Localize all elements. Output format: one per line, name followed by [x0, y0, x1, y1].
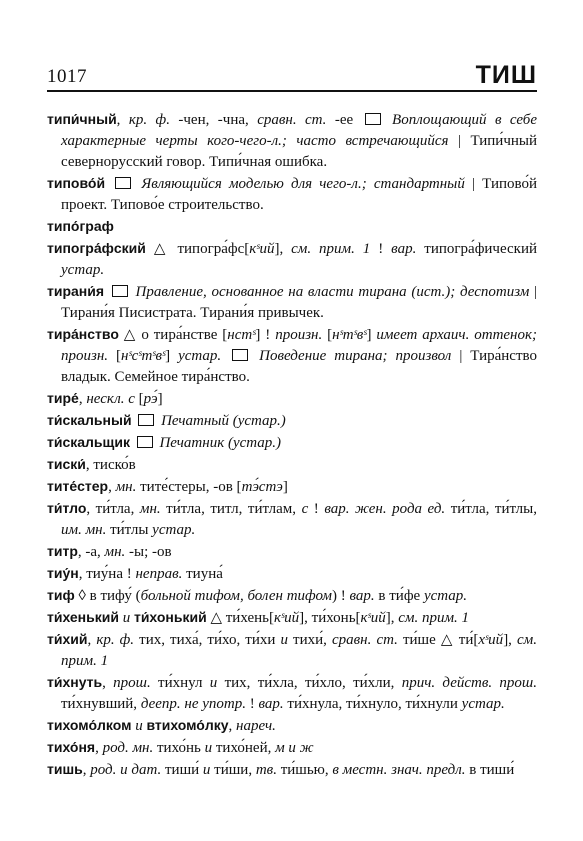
headword: ти́хонький: [133, 609, 207, 625]
entry-text: тиуна́: [182, 566, 223, 582]
italic-label: вар. жен. рода ед.: [324, 501, 446, 517]
italic-label: устар.: [423, 588, 468, 604]
entry-text: ,: [82, 762, 91, 778]
running-head: ТИШ: [475, 61, 537, 89]
entry-text: ], ти́хонь[: [299, 610, 361, 626]
entry-tikhomolkom: [47, 715, 537, 737]
italic-label: вар.: [349, 588, 375, 604]
italic-label: нстˢ: [227, 327, 256, 343]
definition-marker-icon: [137, 436, 153, 448]
entry-text: ти́ши,: [210, 762, 256, 778]
italic-label: вар.: [258, 696, 284, 712]
italic-label: имеет архаич. оттенок; произн.: [61, 327, 538, 364]
headword: ти́скальный: [47, 412, 132, 428]
italic-label: Поведение тирана; произвол: [251, 348, 452, 364]
entry-text: ти́хнувший,: [61, 696, 141, 712]
italic-label: им. мн.: [61, 522, 107, 538]
entry-text: ]: [165, 348, 179, 364]
entry-text: в ти́фе: [374, 588, 424, 604]
dictionary-page: [47, 58, 537, 781]
entry-text: △ о тира́нстве [: [118, 327, 228, 343]
entry-text: ,: [116, 112, 129, 128]
italic-label: прош.: [113, 675, 151, 691]
definition-marker-icon: [138, 414, 154, 426]
entry-text: тих, ти́хла, ти́хло, ти́хли,: [217, 675, 402, 691]
entry-text: △ типогра́фс[: [145, 241, 250, 257]
italic-label: нареч.: [236, 718, 276, 734]
entry-text: | Типи́чный севернорусский говор. Типи́чная ошибка.: [61, 133, 537, 170]
entry-tipovoy: [47, 173, 537, 216]
entry-text: , -а,: [77, 544, 105, 560]
italic-label: произн.: [275, 327, 323, 343]
entry-text: тихо́нь: [153, 740, 205, 756]
italic-label: нескл. с: [86, 391, 135, 407]
italic-label: вар.: [391, 241, 417, 257]
entry-text: [221, 348, 229, 364]
italic-label: с: [301, 501, 309, 517]
italic-label: кˢий: [249, 241, 275, 257]
italic-label: Являющийся моделью для чего-л.; стандартный: [134, 176, 465, 192]
italic-label: и: [209, 675, 218, 691]
entry-tire: [47, 388, 537, 410]
headword: типогра́фский: [47, 240, 146, 256]
entry-tish: [47, 759, 537, 781]
italic-label: мн.: [139, 501, 161, 517]
entry-text: , тиу́на !: [78, 566, 136, 582]
italic-label: кˢий: [360, 610, 386, 626]
page-header: [47, 58, 537, 92]
entry-tipograf: [47, 216, 537, 238]
entry-text: тиши́: [161, 762, 203, 778]
entry-text: !: [308, 501, 325, 517]
entry-titr: [47, 541, 537, 563]
headword: титр: [47, 543, 78, 559]
entry-text: , ти́тла,: [86, 501, 140, 517]
italic-label: Воплощающий в себе характерные черты кого-чего-л.; часто встречающийся: [61, 112, 538, 149]
italic-label: род. и дат.: [90, 762, 162, 778]
italic-label: и: [280, 632, 288, 648]
entry-tipichny: [47, 109, 537, 173]
entry-text: !: [246, 696, 259, 712]
entry-list: [47, 109, 537, 781]
italic-label: кр. ф.: [96, 632, 135, 648]
italic-label: и: [122, 610, 131, 626]
entry-text: ◊ в тифу́ (: [74, 588, 141, 604]
italic-label: нˢсˢтˢвˢ: [121, 348, 166, 364]
entry-text: типогра́фический: [416, 241, 538, 257]
headword: ти́хнуть: [47, 674, 103, 690]
entry-text: △ ти́хень[: [206, 610, 274, 626]
italic-label: Печатный (устар.): [157, 413, 286, 429]
entry-text: ],: [274, 241, 292, 257]
entry-text: ,: [228, 718, 237, 734]
entry-tiskalshchik: [47, 432, 537, 454]
italic-label: в местн. знач. предл.: [332, 762, 466, 778]
entry-text: [105, 176, 112, 192]
entry-text: ти́тла, титл, ти́тлам,: [160, 501, 302, 517]
entry-text: тихо́ней,: [212, 740, 276, 756]
definition-marker-icon: [115, 177, 131, 189]
definition-marker-icon: [232, 349, 248, 361]
definition-marker-icon: [112, 285, 128, 297]
entry-text: ,: [108, 479, 116, 495]
italic-label: кˢий: [273, 610, 300, 626]
entry-text: ]: [157, 391, 163, 407]
entry-tiun: [47, 563, 537, 585]
entry-text: | Тирани́я Писистрата. Тирани́я привычек.: [61, 284, 538, 321]
italic-label: деепр. не употр.: [140, 696, 246, 712]
definition-marker-icon: [365, 113, 381, 125]
headword: тире́: [47, 390, 79, 406]
headword: ти́хий: [47, 631, 88, 647]
entry-tiraniya: [47, 281, 537, 324]
italic-label: и: [202, 762, 211, 778]
entry-text: ти́хнул: [150, 675, 210, 691]
headword: тихомо́лком: [47, 717, 132, 733]
entry-text: тите́стеры, -ов [: [136, 479, 242, 495]
entry-text: ]: [282, 479, 288, 495]
headword: втихомо́лку: [146, 717, 229, 733]
entry-tif: [47, 585, 537, 607]
headword: тите́стер: [47, 478, 109, 494]
entry-text: | Тира́нство владык. Семейное тира́нство.: [61, 348, 538, 385]
italic-label: м и ж: [275, 740, 314, 756]
italic-label: тэ́стэ: [241, 479, 283, 495]
entry-tiskalny: [47, 410, 537, 432]
entry-text: ,: [87, 632, 97, 648]
headword: ти́тло: [47, 500, 87, 516]
italic-label: см. прим. 1: [398, 610, 470, 626]
italic-label: сравн. ст.: [257, 112, 327, 128]
entry-text: тих, тиха́, ти́хо, ти́хи: [134, 632, 281, 648]
italic-label: мн.: [104, 544, 126, 560]
italic-label: устар.: [61, 262, 105, 278]
italic-label: род. мн.: [102, 740, 154, 756]
italic-label: прич. действ. прош.: [401, 675, 537, 691]
entry-text: [: [134, 391, 144, 407]
italic-label: устар.: [461, 696, 505, 712]
italic-label: см. прим. 1: [61, 632, 537, 669]
headword: ти́хенький: [47, 609, 119, 625]
italic-label: и: [135, 718, 143, 734]
entry-text: ти́ше △ ти́[: [397, 632, 479, 648]
entry-tikhnut: [47, 672, 537, 715]
italic-label: Печатник (устар.): [155, 435, 282, 451]
entry-titester: [47, 476, 537, 498]
entry-tiski: [47, 454, 537, 476]
entry-text: ти́хнула, ти́хнуло, ти́хнули: [283, 696, 462, 712]
italic-label: Правление, основанное на власти тирана (ист.); деспотизм: [130, 284, 530, 300]
entry-text: , тиско́в: [85, 457, 136, 473]
italic-label: кр. ф.: [128, 112, 170, 128]
headword: тира́нство: [47, 326, 119, 342]
entry-text: [132, 413, 136, 429]
entry-text: ти́тла, ти́тлы,: [445, 501, 537, 517]
entry-text: -ы; -ов: [125, 544, 172, 560]
page-number: 1017: [47, 66, 87, 87]
headword: типи́чный: [47, 111, 117, 127]
entry-text: [104, 284, 109, 300]
italic-label: тв.: [255, 762, 277, 778]
italic-label: см. прим. 1: [291, 241, 371, 257]
headword: тиу́н: [47, 565, 79, 581]
entry-text: ] !: [255, 327, 276, 343]
entry-text: ,: [95, 740, 103, 756]
entry-text: ],: [503, 632, 518, 648]
entry-tikhenky: [47, 607, 537, 629]
headword: тишь: [47, 761, 83, 777]
entry-text: ]: [366, 327, 377, 343]
headword: тирани́я: [47, 283, 105, 299]
italic-label: рэ́: [143, 391, 158, 407]
entry-text: ти́тлы: [106, 522, 153, 538]
entry-text: [: [108, 348, 122, 364]
italic-label: устар.: [178, 348, 222, 364]
entry-text: [: [322, 327, 333, 343]
headword: тихо́ня: [47, 739, 96, 755]
entry-text: в тиши́: [465, 762, 515, 778]
italic-label: больной тифом, болен тифом: [140, 588, 332, 604]
entry-text: ,: [78, 391, 87, 407]
italic-label: сравн. ст.: [332, 632, 398, 648]
headword: ти́скальщик: [47, 434, 130, 450]
headword: типово́й: [47, 175, 106, 191]
entry-tikhy: [47, 629, 537, 672]
entry-titlo: [47, 498, 537, 541]
entry-text: ],: [385, 610, 399, 626]
headword: тиф: [47, 587, 75, 603]
entry-text: ,: [102, 675, 114, 691]
entry-text: [130, 435, 134, 451]
entry-text: !: [370, 241, 392, 257]
italic-label: мн.: [115, 479, 137, 495]
entry-text: | Типово́й проект. Типово́е строительство.: [61, 176, 538, 213]
entry-text: ) !: [331, 588, 350, 604]
entry-text: -ее: [326, 112, 362, 128]
entry-tipografsky: [47, 238, 537, 281]
italic-label: неправ.: [135, 566, 183, 582]
entry-text: -чен, -чна,: [169, 112, 258, 128]
italic-label: и: [204, 740, 213, 756]
entry-text: тихи́,: [287, 632, 332, 648]
italic-label: нˢтˢвˢ: [332, 327, 367, 343]
entry-tikhonya: [47, 737, 537, 759]
entry-text: ти́шью,: [276, 762, 333, 778]
italic-label: хˢий: [478, 632, 504, 648]
headword: тиски́: [47, 456, 86, 472]
italic-label: устар.: [152, 522, 196, 538]
entry-tiranstvo: [47, 324, 537, 388]
headword: типо́граф: [47, 218, 114, 234]
